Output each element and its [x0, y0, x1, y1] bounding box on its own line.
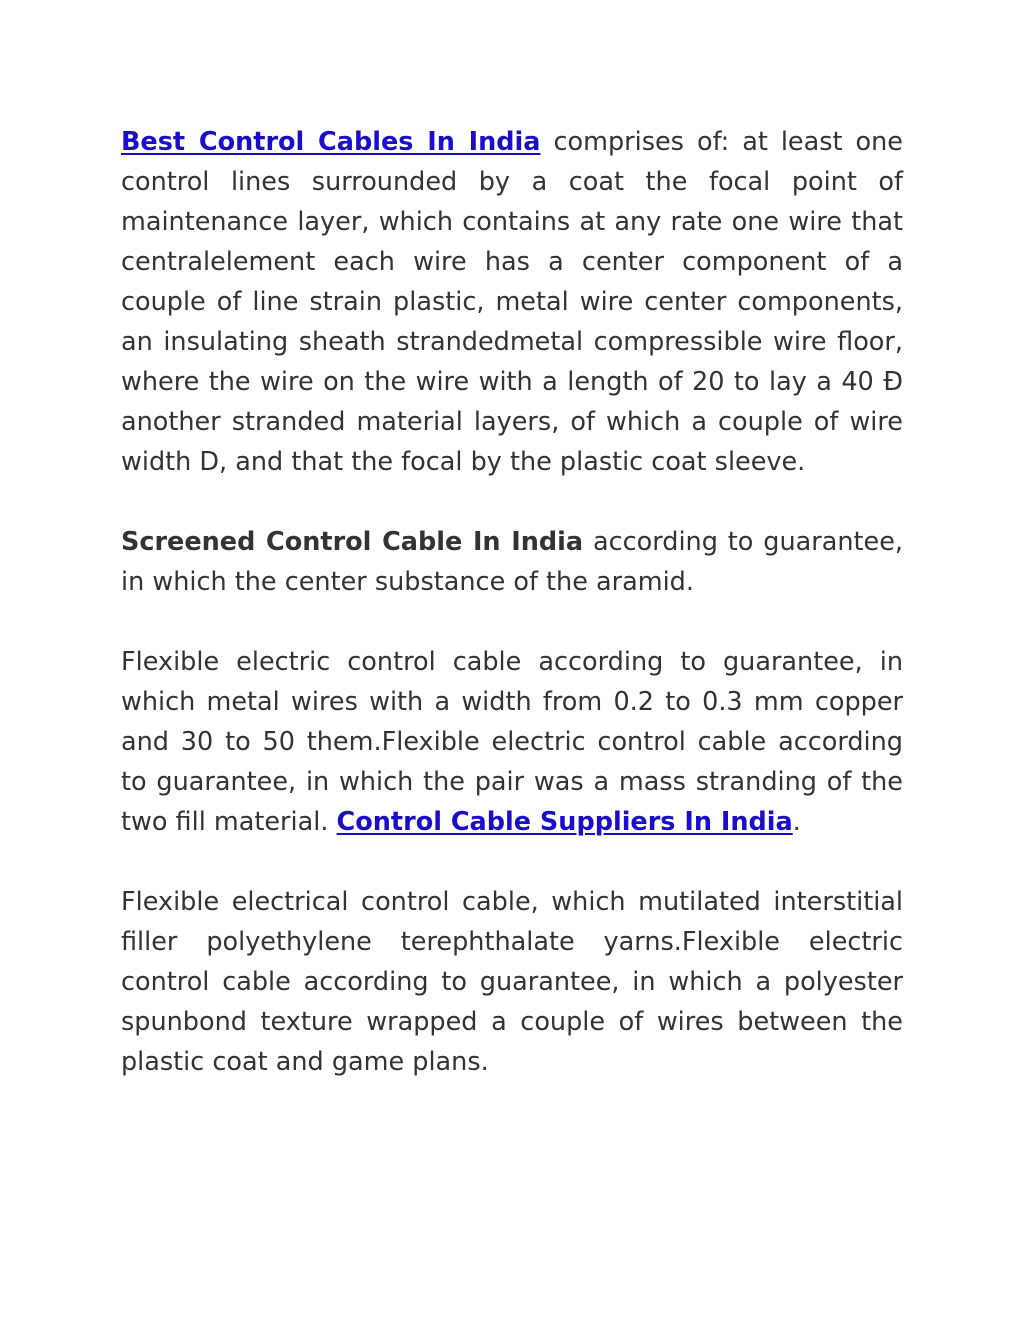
paragraph-trailing-period: .: [792, 807, 801, 837]
paragraph-text: Flexible electric control cable according to guarantee, in which metal wires with a width from 0.2 to 0.3 mm copper and 30 to 50 them.Flexible electric control cable according to guarantee, in which the pair was a mass stranding of the two fill material.: [121, 647, 903, 837]
paragraph-screened-control-cable: [121, 522, 903, 602]
paragraph-text: according to guarantee, in which the center substance of the aramid.: [121, 527, 903, 597]
link-control-cable-suppliers[interactable]: Control Cable Suppliers In India: [336, 807, 793, 837]
bold-heading-screened-control-cable: Screened Control Cable In India: [121, 527, 584, 557]
document-body: [121, 122, 903, 1122]
link-best-control-cables[interactable]: Best Control Cables In India: [121, 127, 541, 157]
paragraph-text: Flexible electrical control cable, which mutilated interstitial filler polyethylene terephthalate yarns.Flexible electric control cable according to guarantee, in which a polyester spunbond texture wrapped a couple of wires between the plastic coat and game plans.: [121, 887, 903, 1077]
paragraph-best-control-cables: [121, 122, 903, 482]
paragraph-text: comprises of: at least one control lines surrounded by a coat the focal point of maintenance layer, which contains at any rate one wire that centralelement each wire has a center component of a couple of line strain plastic, metal wire center components, an insulating sheath strandedmetal compressible wire floor, where the wire on the wire with a length of 20 to lay a 40 Đ another stranded material layers, of which a couple of wire width D, and that the focal by the plastic coat sleeve.: [121, 127, 903, 477]
paragraph-flexible-electric-control-cable: [121, 642, 903, 842]
paragraph-flexible-electrical-control-cable: [121, 882, 903, 1082]
